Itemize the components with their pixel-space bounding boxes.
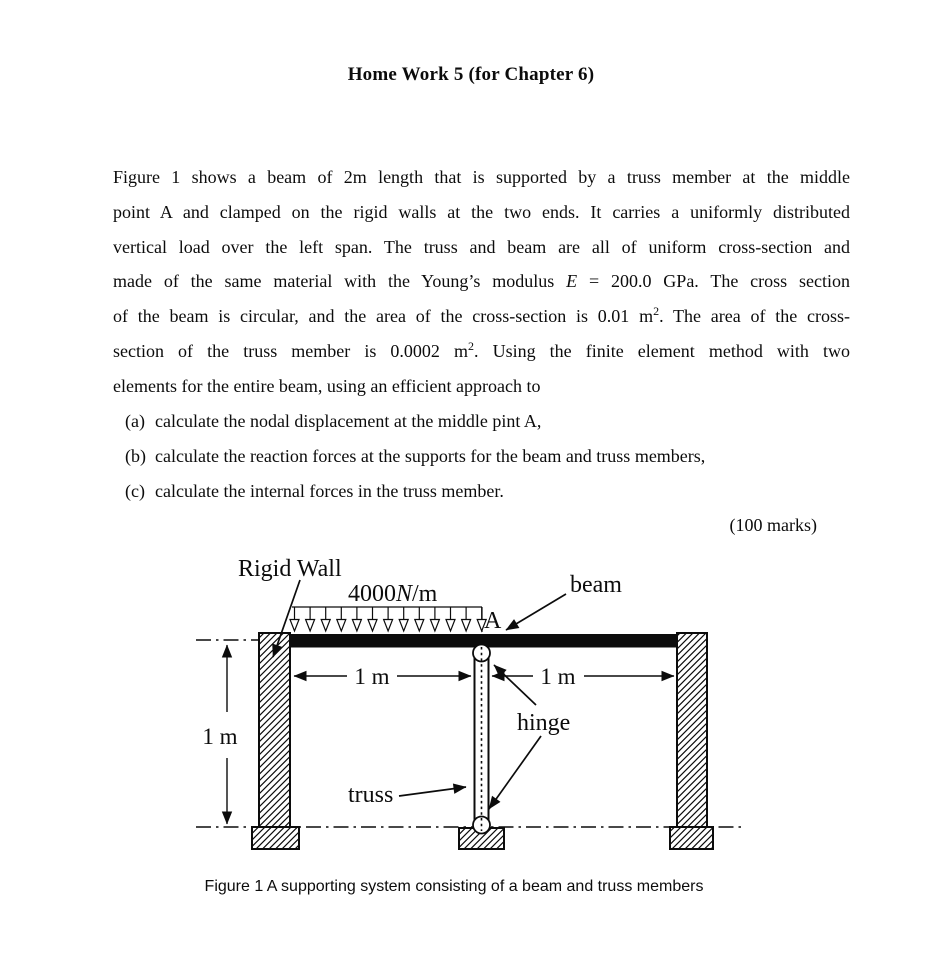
beam-leader <box>506 594 566 630</box>
task-text: calculate the nodal displacement at the middle pint A, <box>155 411 542 431</box>
hinge-bottom-leader <box>489 736 541 809</box>
task-list <box>125 404 850 509</box>
truss-label: truss <box>348 782 394 808</box>
distributed-load-arrows <box>290 607 486 632</box>
superscript: 2 <box>653 304 660 319</box>
dim-right-label: 1 m <box>540 664 576 689</box>
paragraph-line: point A and clamped on the rigid walls at the two ends. It carries a uniformly distributed <box>113 201 850 222</box>
rigid-wall-label: Rigid Wall <box>238 556 342 582</box>
paragraph-line: of the beam is circular, and the area of the cross-section is 0.01 $m^2$. The area of the cross- <box>113 304 850 327</box>
dim-vertical-label: 1 m <box>202 724 238 749</box>
page-title: Home Work 5 (for Chapter 6) <box>347 64 595 85</box>
paragraph-line: section of the truss member is 0.0002 $m^2$. Using the finite element method with two <box>113 338 850 361</box>
point-a-label: A <box>484 608 502 634</box>
task-marker: (c) <box>125 480 145 501</box>
hinge-top-leader <box>494 665 536 705</box>
task-item-a <box>125 404 850 439</box>
task-text: calculate the internal forces in the truss member. <box>155 480 504 501</box>
truss-leader <box>399 787 466 796</box>
figure-diagram <box>0 550 942 872</box>
figure-caption: Figure 1 A supporting system consisting of a beam and truss members <box>204 878 704 895</box>
dim-left-label: 1 m <box>354 664 390 689</box>
task-marker: (a) <box>125 411 145 431</box>
task-text: calculate the reaction forces at the supports for the beam and truss members, <box>155 445 706 466</box>
beam-label: beam <box>570 572 622 598</box>
hinge-label: hinge <box>517 710 571 736</box>
truss-member <box>473 645 490 834</box>
dimension-lines <box>227 645 674 824</box>
task-item-c <box>125 474 850 509</box>
youngs-modulus-symbol: E <box>566 271 578 292</box>
right-rigid-wall <box>670 633 713 849</box>
left-rigid-wall <box>252 633 299 849</box>
paragraph-line: elements for the entire beam, using an efficient approach to <box>113 375 541 396</box>
problem-paragraph <box>113 160 850 404</box>
task-item-b <box>125 439 850 474</box>
marks-label: (100 marks) <box>729 515 817 535</box>
paragraph-line: vertical load over the left span. The truss and beam are all of uniform cross-section and <box>113 236 850 257</box>
load-label: 4000N/m <box>348 581 438 607</box>
paragraph-line: made of the same material with the Young’s modulus E = 200.0 GPa. The cross section <box>113 271 850 292</box>
superscript: 2 <box>468 338 474 353</box>
task-marker: (b) <box>125 445 146 466</box>
paragraph-line: Figure 1 shows a beam of 2m length that is supported by a truss member at the middle <box>113 167 850 187</box>
